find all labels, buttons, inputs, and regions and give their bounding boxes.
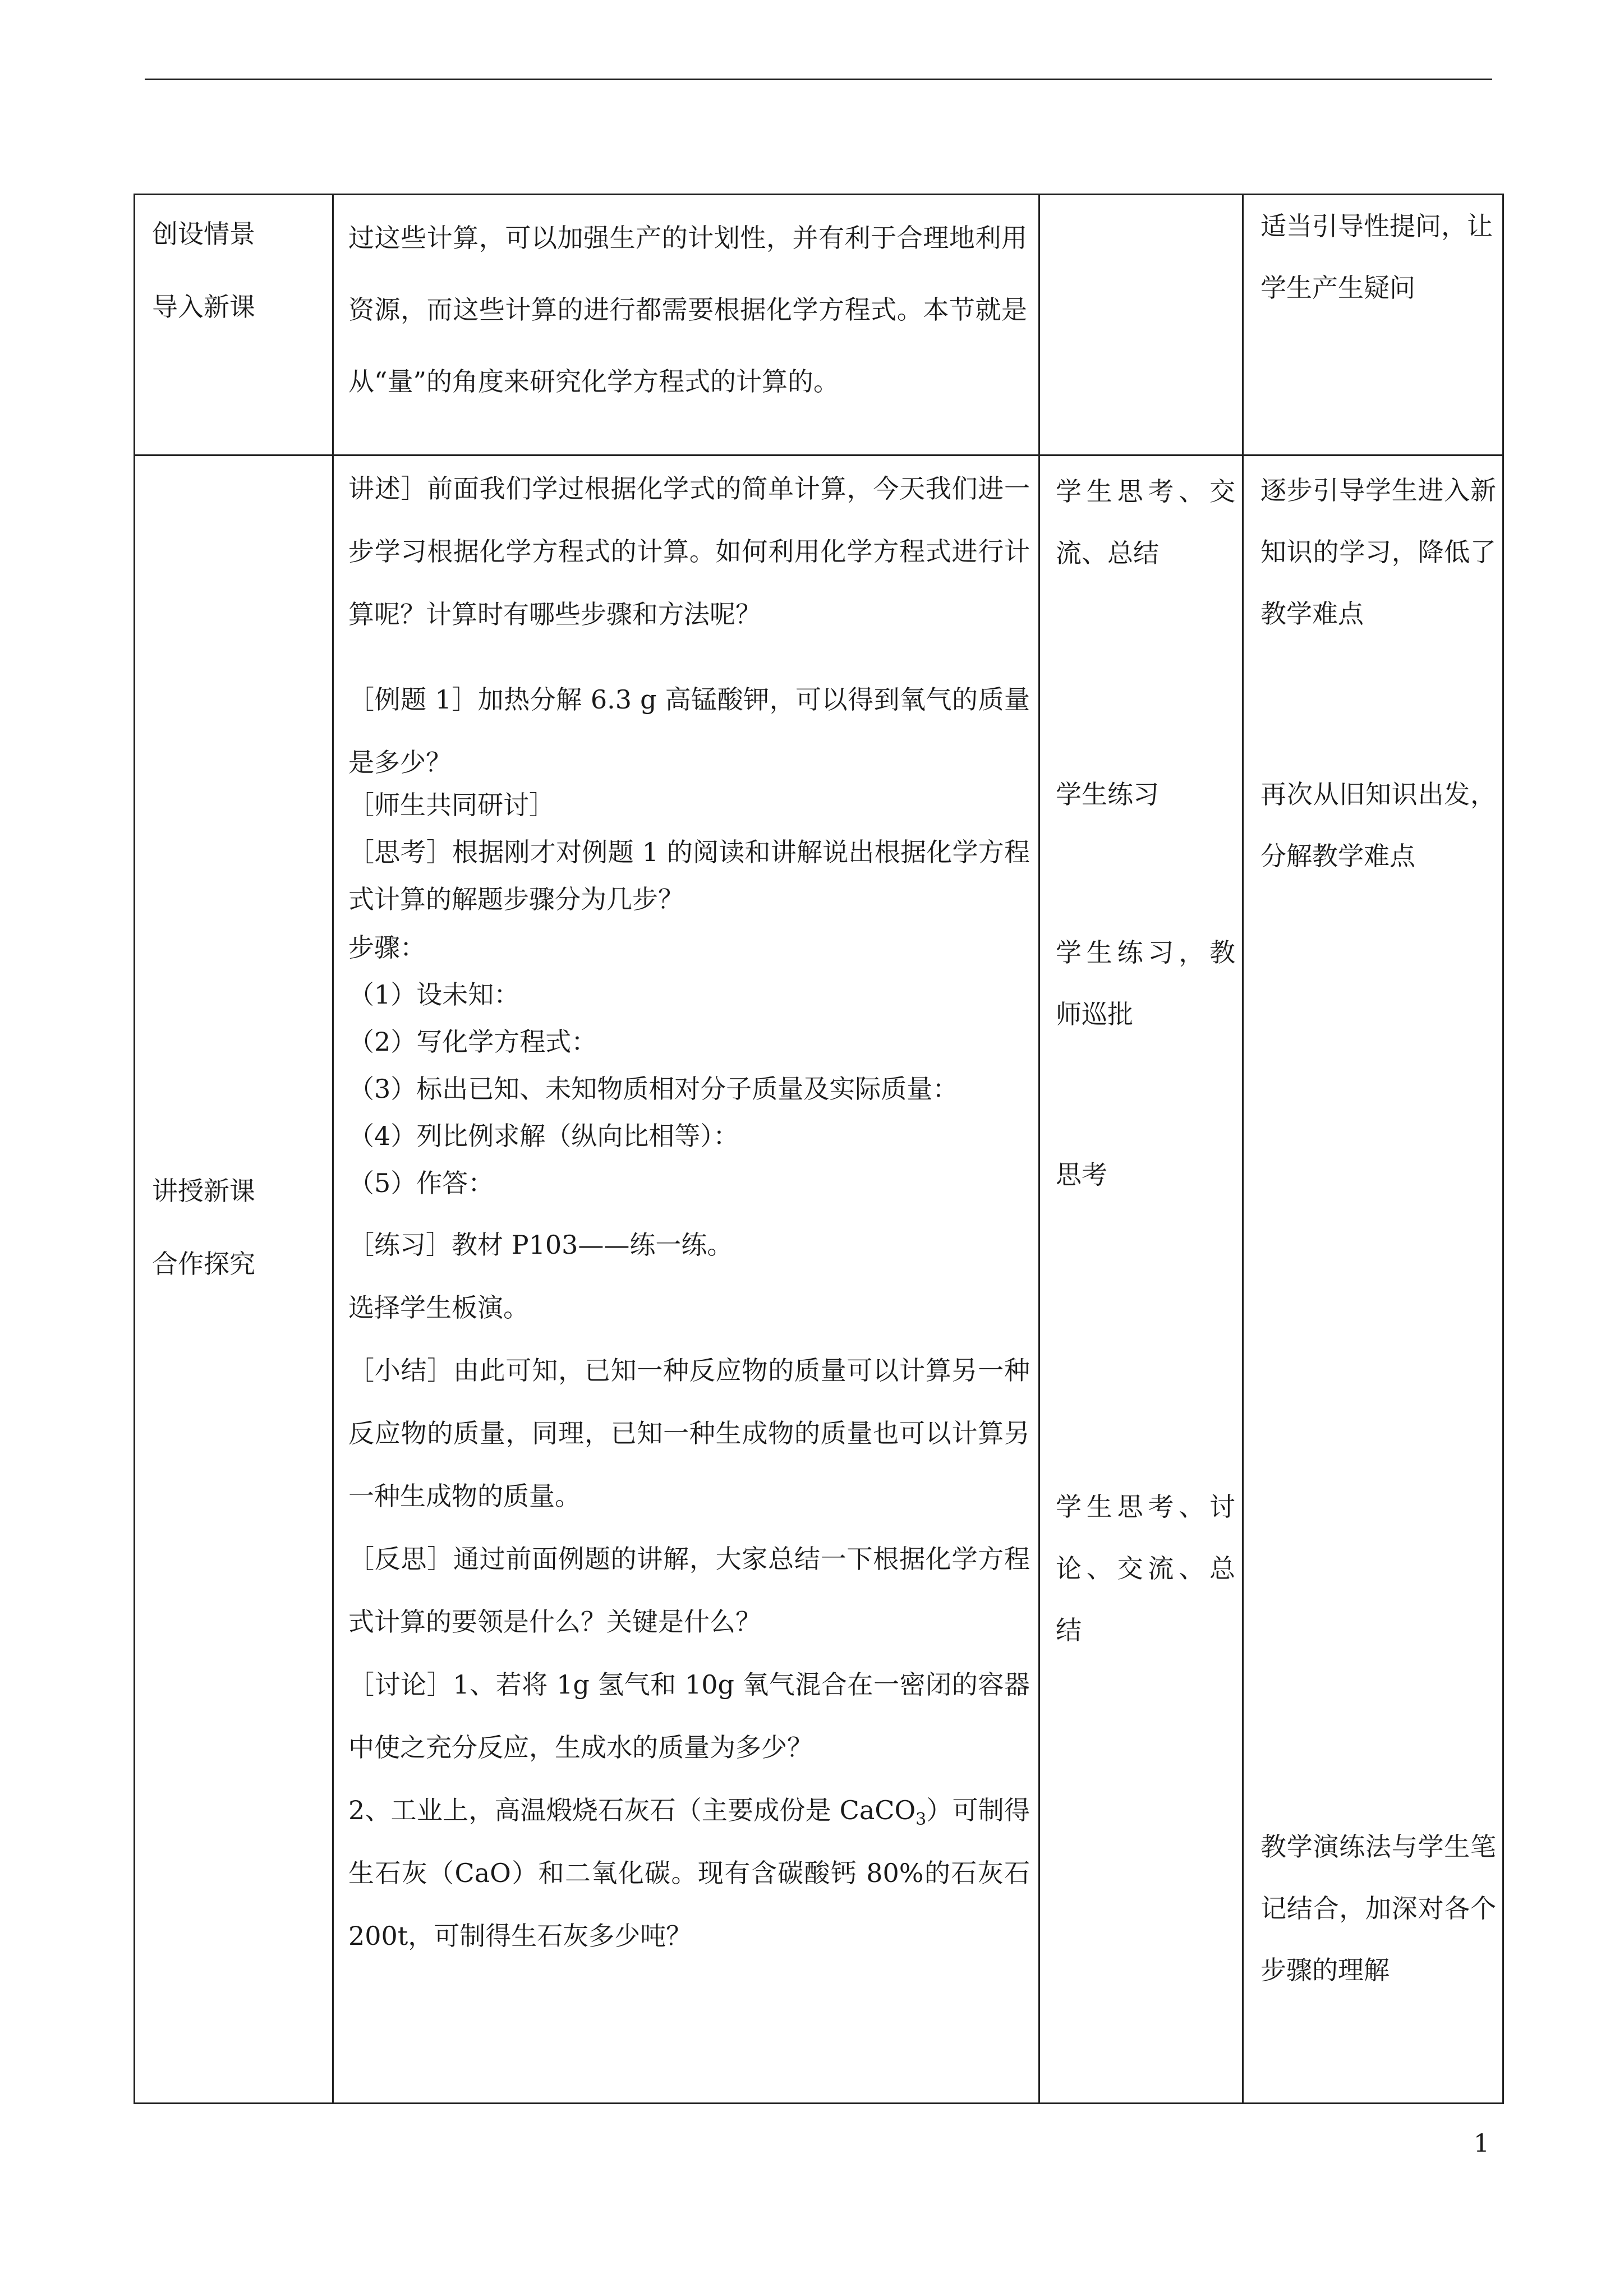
lesson-plan-table xyxy=(134,194,1504,2104)
stage-cell xyxy=(135,195,333,455)
question-2-text: 2、工业上，高温煅烧石灰石（主要成份是 CaCO xyxy=(348,1795,916,1825)
discuss-together: ［师生共同研讨］ xyxy=(348,790,555,820)
student-activity-text: 思考 xyxy=(1056,1159,1107,1190)
teacher-activity-cell xyxy=(333,455,1039,2104)
subscript-3: 3 xyxy=(915,1810,927,1830)
summary-note: ［小结］由此可知，已知一种反应物的质量可以计算另一种反应物的质量，同理，已知一种生成物的质量也可以计算另一种生成物的质量。 xyxy=(348,1355,1030,1511)
design-intent-text: 适当引导性提问，让学生产生疑问 xyxy=(1260,211,1493,303)
table-row xyxy=(135,195,1503,455)
header-rule xyxy=(145,79,1492,80)
teacher-activity-cell xyxy=(333,195,1039,455)
design-intent-text: 逐步引导学生进入新知识的学习，降低了教学难点 xyxy=(1260,475,1496,629)
step-item: （2）写化学方程式： xyxy=(348,1027,597,1057)
think-question: ［思考］根据刚才对例题 1 的阅读和讲解说出根据化学方程式计算的解题步骤分为几步？ xyxy=(348,837,1030,914)
stage-cell xyxy=(135,455,333,2104)
design-intent-text: 再次从旧知识出发，分解教学难点 xyxy=(1260,779,1496,871)
design-intent-cell xyxy=(1243,195,1503,455)
student-activity-cell xyxy=(1039,195,1243,455)
step-item: （4）列比例求解（纵向比相等）： xyxy=(348,1121,739,1151)
lecture-intro: 讲述］前面我们学过根据化学式的简单计算，今天我们进一步学习根据化学方程式的计算。如何利用化学方程式进行计算呢？计算时有哪些步骤和方法呢？ xyxy=(348,473,1030,629)
steps-title: 步骤： xyxy=(348,932,426,963)
question-2-text-cont: ）可制得生石灰（CaO）和二氧化碳。现有含碳酸钙 80%的石灰石 200t，可制得生石灰多少吨？ xyxy=(348,1795,1030,1951)
step-item: （3）标出已知、未知物质相对分子质量及实际质量： xyxy=(348,1074,959,1104)
discussion-question-2 xyxy=(348,1779,1030,1967)
student-activity-text: 学生练习 xyxy=(1056,779,1159,809)
student-activity-text: 学生练习，教师巡批 xyxy=(1056,937,1235,1029)
step-item: （5）作答： xyxy=(348,1168,494,1198)
design-intent-text: 教学演练法与学生笔记结合，加深对各个步骤的理解 xyxy=(1260,1832,1496,1985)
design-intent-cell xyxy=(1243,455,1503,2104)
table-row xyxy=(135,455,1503,2104)
reflect-note: ［反思］通过前面例题的讲解，大家总结一下根据化学方程式计算的要领是什么？关键是什么？ xyxy=(348,1544,1030,1637)
student-activity-text: 学生思考、讨论、交流、总结 xyxy=(1056,1492,1235,1645)
stage-label: 讲授新课 合作探究 xyxy=(152,1176,255,1279)
practice-note: ［练习］教材 P103——练一练。 xyxy=(348,1230,733,1260)
discussion-question-1: ［讨论］1、若将 1g 氢气和 10g 氧气混合在一密闭的容器中使之充分反应，生成水的质量为多少？ xyxy=(348,1669,1030,1763)
stage-label: 创设情景 导入新课 xyxy=(152,219,255,322)
teacher-activity-text: 过这些计算，可以加强生产的计划性，并有利于合理地利用资源，而这些计算的进行都需要根据化学方程式。本节就是从“量”的角度来研究化学方程式的计算的。 xyxy=(348,223,1027,397)
step-item: （1）设未知： xyxy=(348,979,520,1010)
student-activity-text: 学生思考、交流、总结 xyxy=(1056,476,1235,568)
board-note: 选择学生板演。 xyxy=(348,1292,529,1323)
page-number: 1 xyxy=(1474,2129,1489,2158)
student-activity-cell xyxy=(1039,455,1243,2104)
example-question: ［例题 1］加热分解 6.3 g 高锰酸钾，可以得到氧气的质量是多少？ xyxy=(348,684,1030,777)
